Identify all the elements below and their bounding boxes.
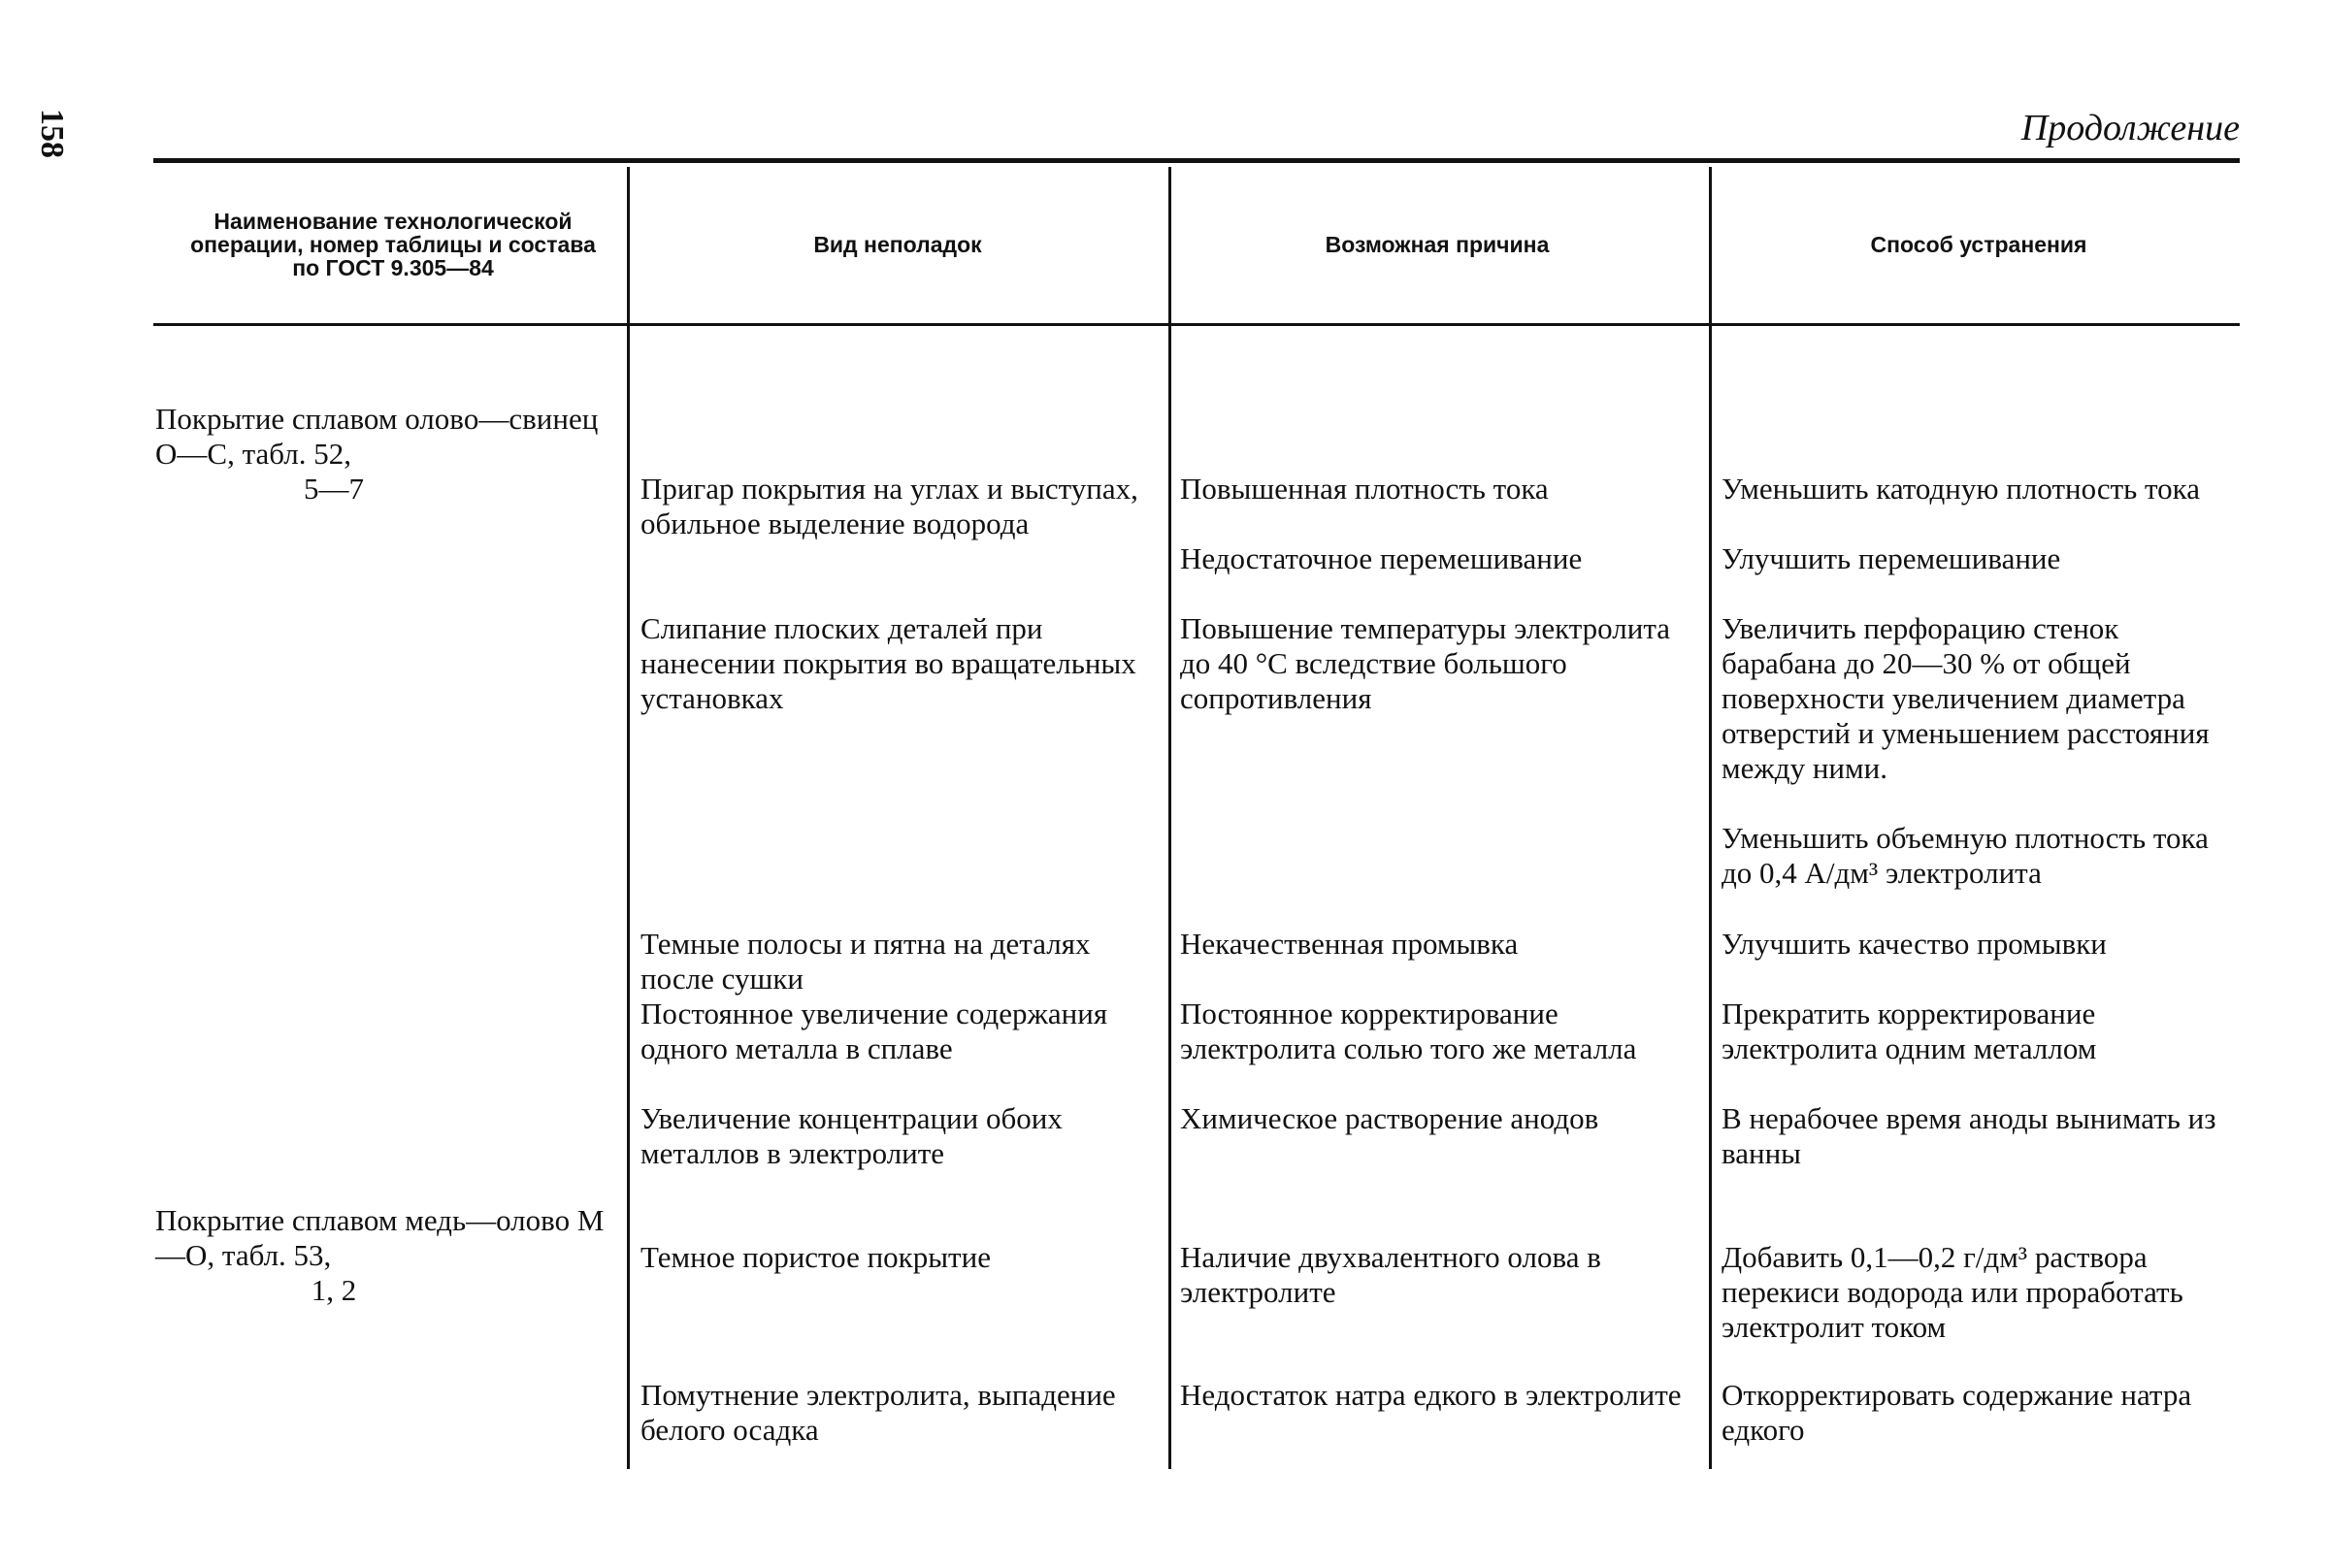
section-ref: 1, 2 — [311, 1273, 357, 1307]
defect-cell: Постоянное увеличение содержания одного металла в сплаве — [640, 996, 1108, 1065]
cause-cell: Постоянное корректирование электролита солью того же металла — [1180, 996, 1637, 1065]
header-cause: Возможная причина — [1325, 232, 1550, 257]
remedy-cell: Уменьшить объемную плотность тока до 0,4 А/дм³ электролита — [1722, 821, 2209, 890]
table-top-rule — [153, 158, 2240, 163]
remedy-cell: Добавить 0,1—0,2 г/дм³ раствора перекиси водорода или проработать электролит током — [1722, 1240, 2183, 1344]
remedy-cell: Улучшить качество промывки — [1722, 927, 2107, 961]
section-name — [155, 1168, 619, 1343]
section-title: Покрытие сплавом оловo—свинец О—С, табл. 52, — [155, 402, 599, 471]
column-divider — [627, 167, 630, 1469]
continuation-label: Продолжение — [2020, 108, 2240, 148]
remedy-cell: Уменьшить катодную плотность тока — [1722, 472, 2201, 506]
defect-cell: Темное пористое покрытие — [640, 1240, 991, 1274]
defect-cell: Слипание плоских деталей при нанесении покрытия во вращательных установках — [640, 611, 1136, 715]
defect-cell: Помутнение электролита, выпадение белого осадка — [640, 1378, 1116, 1447]
defect-cell: Увеличение концентрации обоих металлов в электролите — [640, 1101, 1063, 1170]
page-number: 158 — [34, 109, 70, 158]
cause-cell: Химическое растворение анодов — [1180, 1101, 1599, 1135]
table-header-rule — [153, 323, 2240, 326]
remedy-cell: Откорректировать содержание натра едкого — [1722, 1378, 2192, 1447]
column-divider — [1168, 167, 1171, 1469]
cause-cell: Наличие двухвалентного олова в электролите — [1180, 1240, 1601, 1309]
header-operation: Наименование технологической операции, номер таблицы и состава по ГОСТ 9.305—84 — [190, 209, 596, 280]
section-name — [155, 367, 619, 541]
cause-cell: Повышенная плотность тока — [1180, 472, 1549, 506]
remedy-cell: В нерабочее время аноды вынимать из ванны — [1722, 1101, 2216, 1170]
remedy-cell: Увеличить перфорацию стенок барабана до 20—30 % от общей поверхности увеличением диаметра отверстий и уменьшением расстояния между ними. — [1722, 611, 2210, 785]
section-title: Покрытие сплавом медь—олово М —О, табл. 53, — [155, 1203, 605, 1272]
cause-cell: Повышение температуры электролита до 40 °С вследствие большого сопротивления — [1180, 611, 1671, 715]
defect-cell: Темные полосы и пятна на деталях после сушки — [640, 927, 1091, 996]
cause-cell: Недостаток натра едкого в электролите — [1180, 1378, 1682, 1412]
cause-cell: Некачественная промывка — [1180, 927, 1519, 961]
section-ref: 5—7 — [304, 472, 364, 506]
cause-cell: Недостаточное перемешивание — [1180, 541, 1583, 575]
defect-cell: Пригар покрытия на углах и выступах, обильное выделение водорода — [640, 472, 1138, 540]
remedy-cell: Улучшить перемешивание — [1722, 541, 2061, 575]
header-remedy: Способ устранения — [1870, 232, 2087, 257]
column-divider — [1709, 167, 1712, 1469]
header-defect: Вид неполадок — [813, 232, 982, 257]
remedy-cell: Прекратить корректирование электролита одним металлом — [1722, 996, 2097, 1065]
